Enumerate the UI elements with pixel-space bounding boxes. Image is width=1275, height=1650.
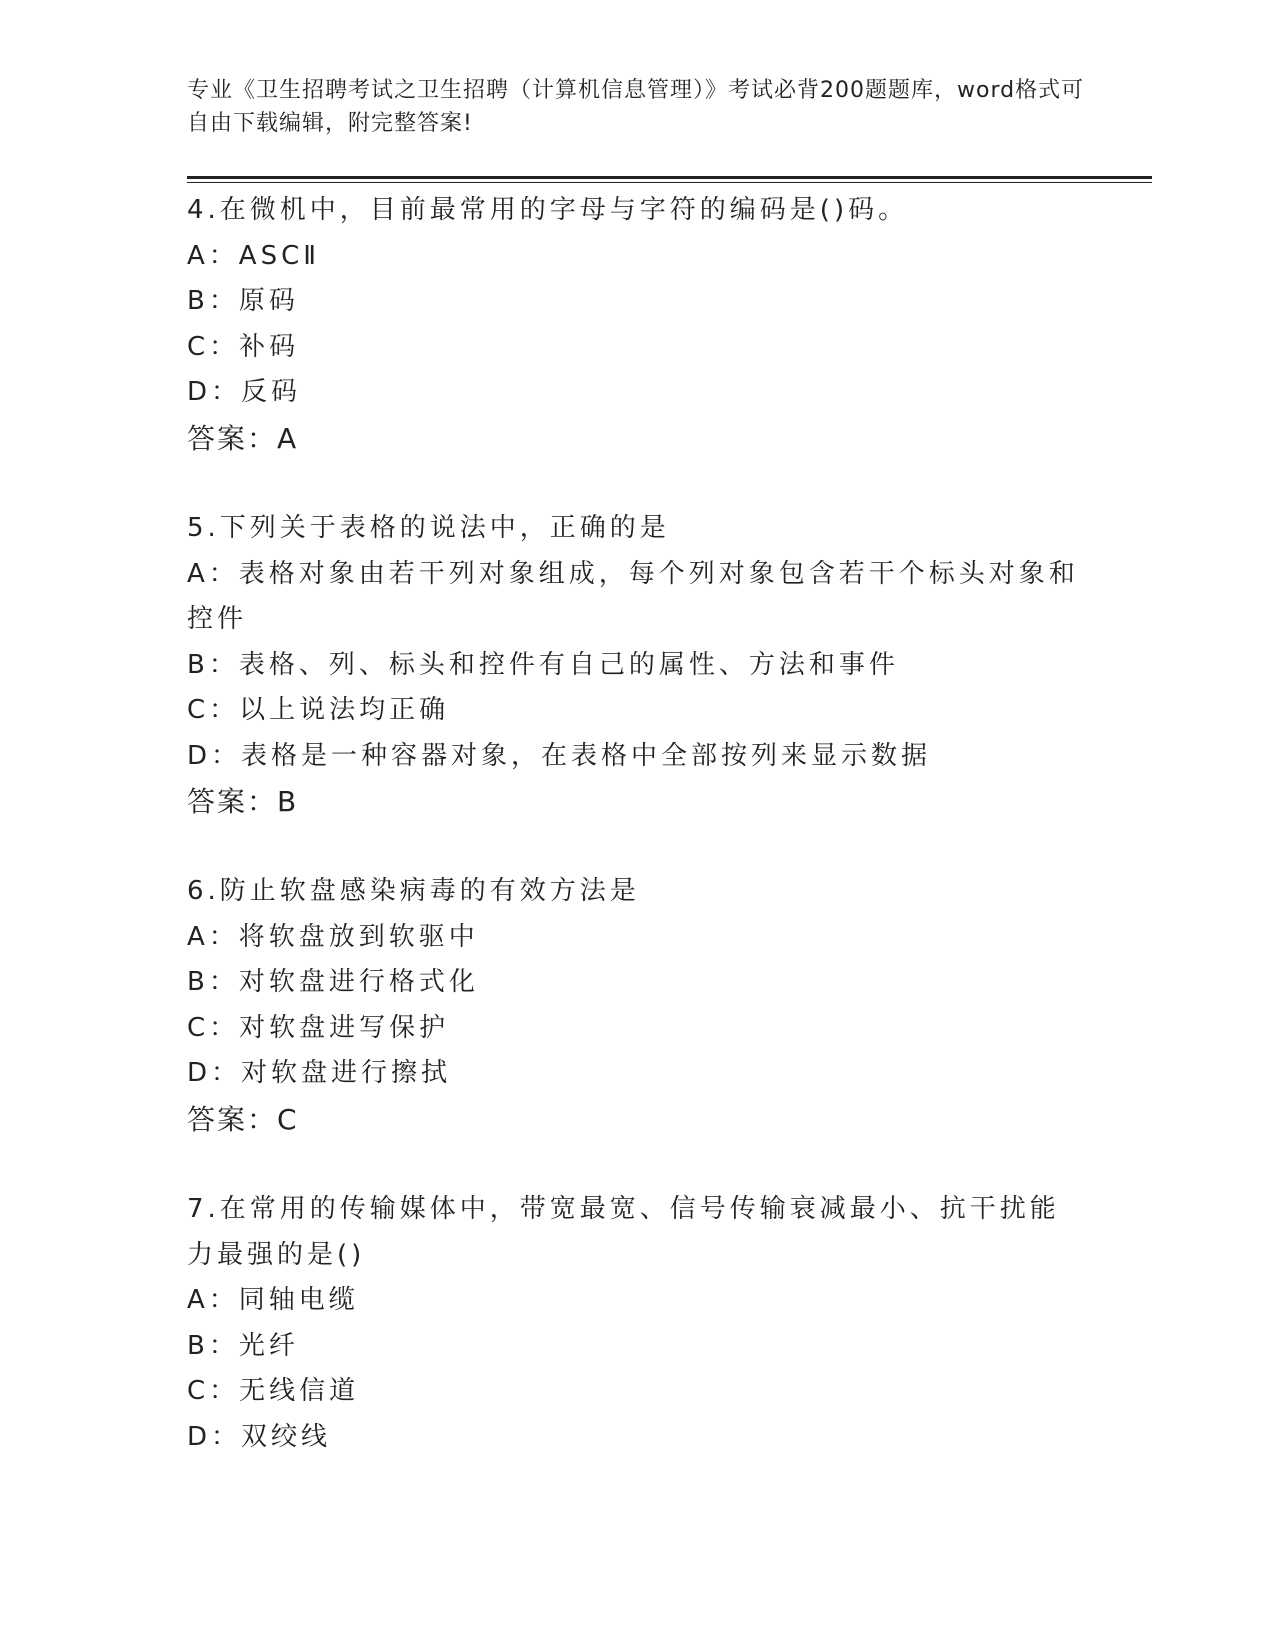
- option-c: C：以上说法均正确: [187, 695, 450, 725]
- header-divider-thin: [187, 182, 1152, 183]
- option-b: B：原码: [187, 286, 299, 316]
- header-divider-thick: [187, 176, 1152, 179]
- option-b: B：表格、列、标头和控件有自己的属性、方法和事件: [187, 649, 899, 680]
- option-a: A：将软盘放到软驱中: [187, 921, 479, 952]
- question-stem: 5.下列关于表格的说法中，正确的是: [187, 513, 670, 543]
- question-4: [187, 188, 1087, 461]
- option-c: C：补码: [187, 331, 300, 362]
- answer-text: 答案：B: [187, 785, 299, 818]
- option-c: C：对软盘进写保护: [187, 1012, 450, 1043]
- option-c: C：无线信道: [187, 1376, 360, 1406]
- option-b: B：光纤: [187, 1330, 299, 1361]
- option-d: D：反码: [187, 377, 302, 407]
- option-a: A：表格对象由若干列对象组成，每个列对象包含若干个标头对象和控件: [187, 558, 1079, 634]
- question-7: [187, 1187, 1087, 1460]
- question-6: [187, 869, 1087, 1142]
- question-stem: 6.防止软盘感染病毒的有效方法是: [187, 876, 640, 906]
- question-5: [187, 506, 1087, 825]
- answer-text: 答案：C: [187, 1102, 299, 1136]
- answer-text: 答案：A: [187, 421, 299, 455]
- option-d: D：双绞线: [187, 1421, 332, 1452]
- option-a: A：同轴电缆: [187, 1285, 359, 1315]
- option-b: B：对软盘进行格式化: [187, 967, 479, 997]
- option-d: D：对软盘进行擦拭: [187, 1058, 452, 1088]
- document-title: 专业《卫生招聘考试之卫生招聘（计算机信息管理）》考试必背200题题库，word格式可自由下载编辑，附完整答案!: [187, 78, 1085, 136]
- question-stem: 4.在微机中，目前最常用的字母与字符的编码是()码。: [187, 195, 909, 225]
- question-stem: 7.在常用的传输媒体中，带宽最宽、信号传输衰减最小、抗干扰能力最强的是(): [187, 1194, 1060, 1270]
- option-a: A：ASCⅡ: [187, 240, 321, 271]
- option-d: D：表格是一种容器对象，在表格中全部按列来显示数据: [187, 740, 932, 771]
